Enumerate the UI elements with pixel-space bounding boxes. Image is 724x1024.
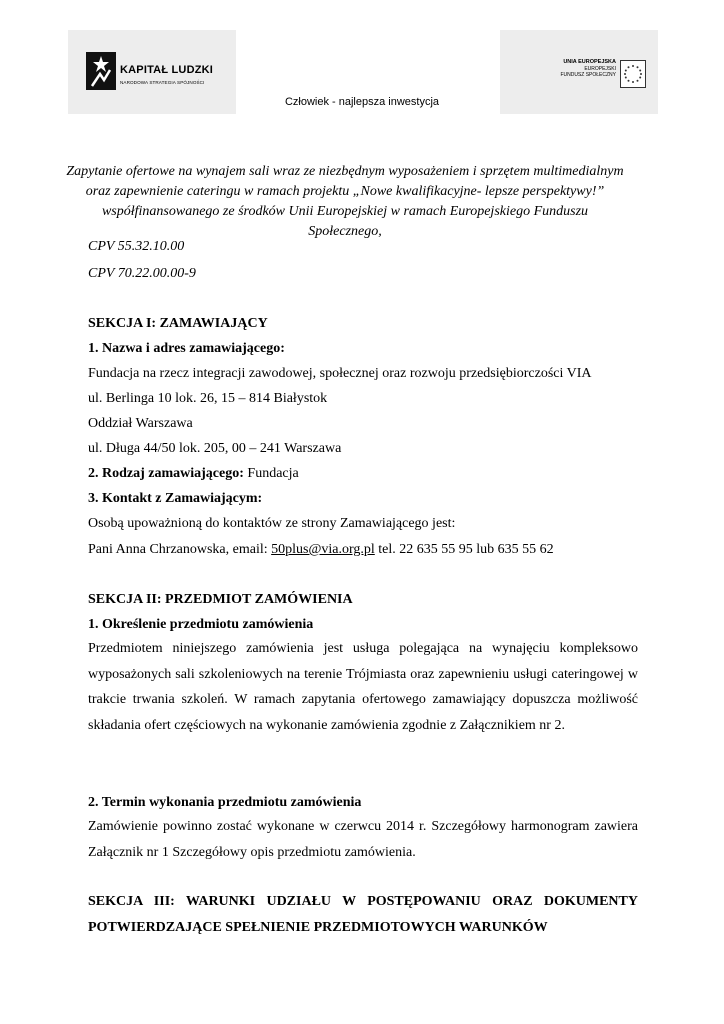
- address-line: Fundacja na rzecz integracji zawodowej, społecznej oraz rozwoju przedsiębiorczości VIA: [88, 366, 592, 381]
- section3-title: SEKCJA III: WARUNKI UDZIAŁU W POSTĘPOWANIU ORAZ DOKUMENTY POTWIERDZAJĄCE SPEŁNIENIE PRZEDMIOTOWYCH WARUNKÓW: [88, 894, 638, 935]
- section2-item1-title: 1. Określenie przedmiotu zamówienia: [88, 617, 314, 632]
- section2-item1-text: Przedmiotem niniejszego zamówienia jest usługa polegająca na wynajęciu kompleksowo wyposażonych sali szkoleniowych na terenie Trójmiasta oraz zapewnieniu usługi cateringowej w trakcie trwania szkoleń. W ramach zapytania ofertowego zamawiający dopuszcza możliwość składania ofert częściowych na wykonanie zamówienia zgodnie z Załącznikiem nr 2.: [88, 641, 638, 733]
- contact-email-link[interactable]: 50plus@via.org.pl: [271, 542, 375, 557]
- section1-item1-title: 1. Nazwa i adres zamawiającego:: [88, 341, 285, 356]
- intro-line: Społecznego,: [308, 224, 382, 239]
- eu-logo-text: [560, 59, 616, 79]
- intro-line: współfinansowanego ze środków Unii Europejskiej w ramach Europejskiego Funduszu: [101, 204, 589, 219]
- section2-item2-title: 2. Termin wykonania przedmiotu zamówienia: [88, 795, 362, 810]
- intro-line: oraz zapewnienie cateringu w ramach projektu „Nowe kwalifikacyjne- lepsze perspektywy!”: [85, 184, 605, 199]
- kapital-ludzki-subtitle: NARODOWA STRATEGIA SPÓJNOŚCI: [120, 80, 205, 85]
- cpv-code: CPV 70.22.00.00-9: [88, 266, 196, 281]
- intro-block: [50, 162, 640, 242]
- intro-line: Zapytanie ofertowe na wynajem sali wraz ze niezbędnym wyposażeniem i sprzętem multimedialnym: [66, 164, 624, 179]
- eu-line2: EUROPEJSKI: [584, 65, 616, 72]
- section1-title: SEKCJA I: ZAMAWIAJĄCY: [88, 316, 268, 331]
- contact-intro: Osobą upoważnioną do kontaktów ze strony Zamawiającego jest:: [88, 516, 456, 531]
- section2-item2-text: Zamówienie powinno zostać wykonane w czerwcu 2014 r. Szczegółowy harmonogram zawiera Załącznik nr 1 Szczegółowy opis przedmiotu zamówienia.: [88, 819, 638, 860]
- kapital-ludzki-emblem-icon: [86, 52, 116, 90]
- eu-line1: UNIA EUROPEJSKA: [563, 59, 616, 65]
- section2-title: SEKCJA II: PRZEDMIOT ZAMÓWIENIA: [88, 592, 353, 607]
- section1-item2: [88, 466, 299, 482]
- contact-line: [88, 542, 554, 558]
- eu-line3: FUNDUSZ SPOŁECZNY: [560, 72, 616, 78]
- contact-phone: tel. 22 635 55 95 lub 635 55 62: [374, 542, 554, 557]
- cpv-code: CPV 55.32.10.00: [88, 239, 185, 254]
- contact-name: Pani Anna Chrzanowska, email:: [88, 542, 272, 557]
- address-line: ul. Długa 44/50 lok. 205, 00 – 241 Warszawa: [88, 441, 342, 456]
- address-line: ul. Berlinga 10 lok. 26, 15 – 814 Białystok: [88, 391, 328, 406]
- eu-stars-flag-icon: [620, 60, 646, 88]
- address-line: Oddział Warszawa: [88, 416, 193, 431]
- kapital-ludzki-title: KAPITAŁ LUDZKI: [120, 64, 214, 76]
- tagline: Człowiek - najlepsza inwestycja: [284, 96, 440, 108]
- section1-item2-value: Fundacja: [243, 466, 299, 481]
- section1-item3-title: 3. Kontakt z Zamawiającym:: [88, 491, 263, 506]
- section1-item2-title: 2. Rodzaj zamawiającego:: [88, 466, 244, 481]
